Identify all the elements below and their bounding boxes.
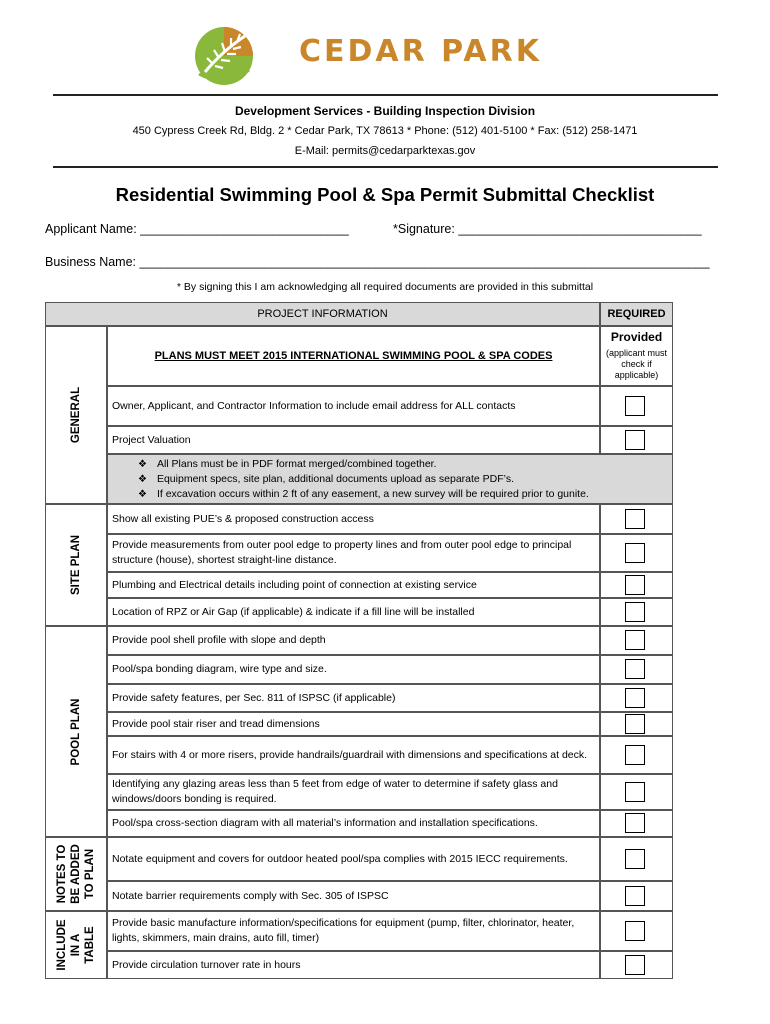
bullet-item: ❖ If excavation occurs within 2 ft of any easement, a new survey will be required prior to gunite. (138, 487, 672, 502)
section-include-table (45, 911, 107, 979)
checkbox[interactable] (625, 543, 645, 563)
checkbox-cell (600, 911, 673, 951)
checklist-item-turnover: Provide circulation turnover rate in hours (107, 951, 600, 979)
section-pool-plan-label: POOL PLAN (70, 698, 82, 765)
checkbox[interactable] (625, 745, 645, 765)
checkbox[interactable] (625, 714, 645, 734)
office-email: E-Mail: permits@cedarparktexas.gov (294, 145, 476, 157)
signature-field[interactable]: *Signature: ___________________________________ (393, 222, 702, 236)
required-header: REQUIRED (600, 302, 673, 326)
checkbox-cell (600, 426, 673, 454)
division-name: Development Services - Building Inspection Division (234, 104, 536, 118)
checklist-item-cross-section: Pool/spa cross-section diagram with all material’s information and installation specifications. (107, 810, 600, 837)
checklist-item-plumbing-electrical: Plumbing and Electrical details including point of connection at existing service (107, 572, 600, 598)
checkbox-cell (600, 684, 673, 712)
checklist-item-barrier: Notate barrier requirements comply with Sec. 305 of ISPSC (107, 881, 600, 911)
checkbox[interactable] (625, 849, 645, 869)
checkbox-cell (600, 810, 673, 837)
section-table-label: INCLUDE IN A TABLE (56, 919, 96, 971)
checkbox-cell (600, 598, 673, 626)
checkbox-cell (600, 626, 673, 655)
checkbox[interactable] (625, 630, 645, 650)
checkbox[interactable] (625, 921, 645, 941)
checkbox[interactable] (625, 886, 645, 906)
bullet-item: ❖ Equipment specs, site plan, additional documents upload as separate PDF’s. (138, 472, 672, 487)
provided-column-header (600, 326, 673, 386)
checklist-item-bonding: Pool/spa bonding diagram, wire type and size. (107, 655, 600, 684)
section-notes-label: NOTES TO BE ADDED TO PLAN (56, 844, 96, 904)
office-address: 450 Cypress Creek Rd, Bldg. 2 * Cedar Park, TX 78613 * Phone: (512) 401-5100 * Fax: (512) 258-1471 (132, 125, 638, 137)
checkbox[interactable] (625, 955, 645, 975)
bullet-item: ❖ All Plans must be in PDF format merged/combined together. (138, 457, 672, 472)
checklist-item-shell-profile: Provide pool shell profile with slope and depth (107, 626, 600, 655)
checkbox[interactable] (625, 509, 645, 529)
checkbox-cell (600, 572, 673, 598)
cedar-park-logo (193, 22, 255, 88)
section-site-plan (45, 504, 107, 626)
checkbox-cell (600, 712, 673, 736)
project-information-header: PROJECT INFORMATION (45, 302, 600, 326)
section-site-plan-label: SITE PLAN (70, 534, 82, 596)
checkbox-cell (600, 881, 673, 911)
brand-wordmark: CEDAR PARK (299, 34, 542, 69)
checklist-item-safety: Provide safety features, per Sec. 811 of ISPSC (if applicable) (107, 684, 600, 712)
page-title: Residential Swimming Pool & Spa Permit Submittal Checklist (115, 184, 655, 205)
general-requirements-bullets (107, 454, 673, 504)
checkbox[interactable] (625, 813, 645, 833)
checkbox-cell (600, 837, 673, 881)
checklist-item-glazing: Identifying any glazing areas less than 5 feet from edge of water to determine if safety glass and windows/doors bonding is required. (107, 774, 600, 810)
section-pool-plan (45, 626, 107, 837)
checkbox-cell (600, 736, 673, 774)
checkbox-cell (600, 951, 673, 979)
checkbox-cell (600, 534, 673, 572)
acknowledgement-note: * By signing this I am acknowledging all required documents are provided in this submittal (176, 281, 594, 293)
checklist-item-valuation: Project Valuation (107, 426, 600, 454)
checklist-item-rpz: Location of RPZ or Air Gap (if applicable) & indicate if a fill line will be installed (107, 598, 600, 626)
business-name-field[interactable]: Business Name: __________________________________________________________________________________ (45, 255, 710, 269)
checklist-item-equipment-specs: Provide basic manufacture information/specifications for equipment (pump, filter, chlorinator, heater, lights, skimmers, main drains, auto fill, timer) (107, 911, 600, 951)
applicant-name-field[interactable]: Applicant Name: ______________________________ (45, 222, 349, 236)
checkbox[interactable] (625, 396, 645, 416)
checklist-item-measurements: Provide measurements from outer pool edge to property lines and from outer pool edge to principal structure (house), shortest straight-line distance. (107, 534, 600, 572)
checklist-item-handrails: For stairs with 4 or more risers, provide handrails/guardrail with dimensions and specifications at deck. (107, 736, 600, 774)
checkbox-cell (600, 655, 673, 684)
header-rule-top (53, 94, 718, 96)
codes-heading: PLANS MUST MEET 2015 INTERNATIONAL SWIMMING POOL & SPA CODES (107, 326, 600, 386)
provided-note: (applicant must check if applicable) (605, 348, 668, 380)
checklist-item-pue: Show all existing PUE’s & proposed construction access (107, 504, 600, 534)
checklist-item-iecc: Notate equipment and covers for outdoor heated pool/spa complies with 2015 IECC requirements. (107, 837, 600, 881)
checkbox[interactable] (625, 782, 645, 802)
checkbox[interactable] (625, 430, 645, 450)
checkbox[interactable] (625, 659, 645, 679)
checkbox[interactable] (625, 602, 645, 622)
provided-label: Provided (610, 330, 663, 344)
section-notes-to-plan (45, 837, 107, 911)
checkbox-cell (600, 386, 673, 426)
checklist-item-stair-riser: Provide pool stair riser and tread dimensions (107, 712, 600, 736)
section-general (45, 326, 107, 504)
header-rule-bottom (53, 166, 718, 168)
checkbox-cell (600, 504, 673, 534)
checkbox-cell (600, 774, 673, 810)
section-general-label: GENERAL (70, 386, 82, 444)
checkbox[interactable] (625, 575, 645, 595)
checklist-item-general-contacts: Owner, Applicant, and Contractor Information to include email address for ALL contacts (107, 386, 600, 426)
checkbox[interactable] (625, 688, 645, 708)
